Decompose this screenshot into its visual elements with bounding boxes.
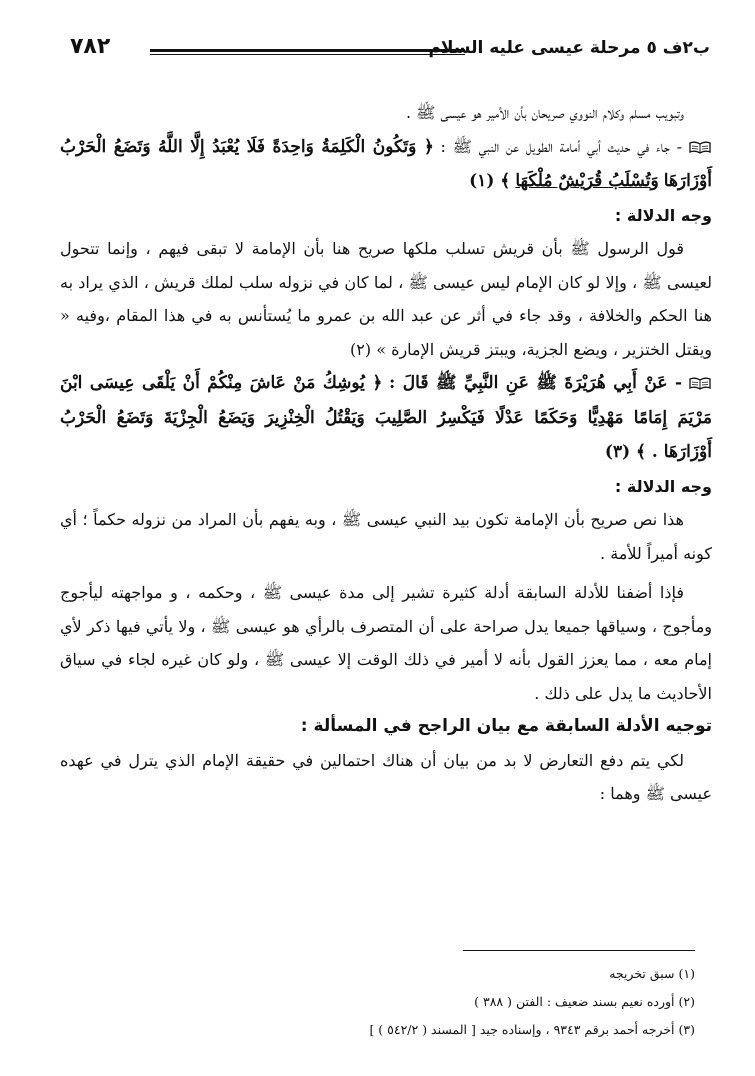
paragraph-5: هذا نص صريح بأن الإمامة تكون بيد النبي عيسى ﷺ ، وبه يفهم بأن المراد من نزوله حكماً ؛ أي كونه أميراً للأمة . [60,510,712,563]
paragraph-1: وتبويب مسلم وكلام النووي صريحان بأن الأمير هو عيسى ﷺ . [405,103,684,122]
footnote-3: (٣) أخرجه أحمد برقم ٩٣٤٣ ، وإسناده جيد [ المسند ( ٥٤٢/٢ ) ] [369,1022,695,1037]
page-header [60,34,710,70]
hadith-1-underlined: وَتُسْلَبُ قُرَيْشٌ مُلْكَهَا [515,171,659,191]
hadith-1-end: ﴾ (١) [469,171,511,191]
heading-resolution: توجيه الأدلة السابقة مع بيان الراجح في المسألة : [300,716,712,736]
heading-evidence-2: وجه الدلالة : [614,476,712,496]
footnote-2: (٢) أورده نعيم بسند ضعيف : الفتن ( ٣٨٨ ) [474,994,695,1009]
paragraph-2 [60,130,712,199]
paragraph-7: لكي يتم دفع التعارض لا بد من بيان أن هناك احتمالين في حقيقة الإمام الذي يترل في عهده عيسى ﷺ وهما : [60,750,712,803]
heading-evidence-1: وجه الدلالة : [614,205,712,225]
footnote-divider [463,950,695,951]
chapter-title: ب٢ف ٥ مرحلة عيسى عليه السلام [428,38,710,58]
header-rule [150,49,465,52]
body-text [60,96,712,811]
open-book-icon [688,377,712,390]
paragraph-2-intro: - جاء في حديث أبي أمامة الطويل عن النبي ﷺ : [440,136,682,156]
paragraph-4-intro: - عَنْ أَبِي هُرَيْرَةَ ﷺ عَنِ النَّبِيِّ ﷺ قَالَ : [389,373,683,393]
paragraph-6: فإذا أضفنا للأدلة السابقة أدلة كثيرة تشير إلى مدة عيسى ﷺ ، وحكمه ، و مواجهته ليأجوج ومأجوج ، وسياقها جميعا يدل صراحة على أن المتصرف بالرأي هو عيسى ﷺ ، ولا يأتي فيها ذكر لأي إمام معه ، مما يعزز القول بأنه لا أمير في ذلك الوقت إلا عيسى ﷺ ، ولو كان غيره لجاء في سياق الأحاديث ما يدل على ذلك . [60,583,712,703]
hadith-2-text: ﴿ يُوشِكُ مَنْ عَاشَ مِنْكُمْ أَنْ يَلْقَى عِيسَى ابْنَ مَرْيَمَ إِمَامًا مَهْدِيًّا وَحَكَمًا عَدْلًا فَيَكْسِرُ الصَّلِيبَ وَيَقْتُلُ الْخِنْزِيرَ وَيَضَعُ الْجِزْيَةَ وَتَضَعُ الْحَرْبُ أَوْزَارَهَا . ﴾ (٣) [60,373,712,462]
paragraph-4 [60,366,712,470]
hadith-1-text: ﴿ وَتَكُونُ الْكَلِمَةُ وَاحِدَةً فَلَا يُعْبَدُ إِلَّا اللَّهُ وَتَضَعُ الْحَرْبُ أَوْزَارَهَا [60,136,712,191]
footnotes [55,960,695,1044]
footnote-1: (١) سبق تخريجه [609,966,695,981]
page-number: ٧٨٢ [70,34,111,59]
header-rule-thin [150,54,465,55]
paragraph-3: قول الرسول ﷺ بأن قريش تسلب ملكها صريح هنا بأن الإمامة لا تبقى فيهم ، وإنما تتحول لعيسى ﷺ ، وإلا لو كان الإمام ليس عيسى ﷺ ، لما كان في نزوله سلب لملك قريش ، الذي يراد به هنا الحكم والخلافة ، وقد جاء في أثر عن عبد الله بن عمرو ما يُستأنس به في هذا المقام ،وفيه « ويقتل الختزير ، ويضع الجزية، ويبتز قريش الإمارة » (٢) [60,239,712,359]
open-book-icon [688,141,712,154]
